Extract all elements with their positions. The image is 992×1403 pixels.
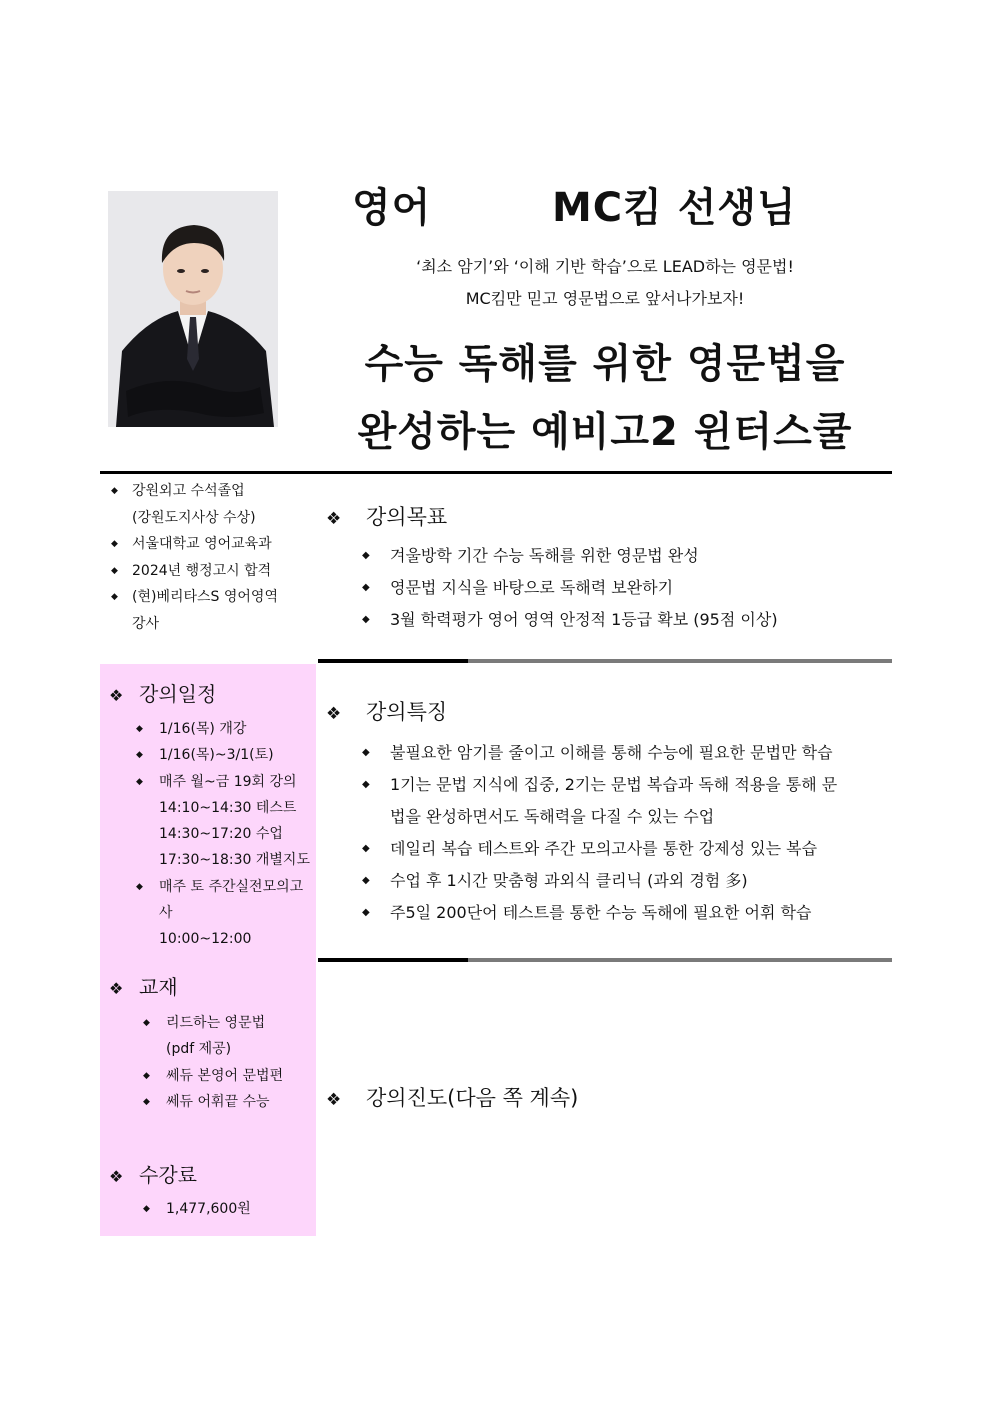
- list-item: ◆ 불필요한 암기를 줄이고 이해를 통해 수능에 필요한 문법만 학습: [362, 737, 888, 769]
- goals-heading: ❖ 강의목표: [326, 502, 447, 534]
- ornament-icon: ❖: [109, 686, 124, 705]
- bullet-diamond-icon: ◆: [362, 907, 370, 918]
- list-item: ◆ 1,477,600원: [140, 1196, 310, 1222]
- list-item: 17:30~18:30 개별지도: [159, 852, 310, 869]
- list-item: ◆ 영문법 지식을 바탕으로 독해력 보완하기: [362, 572, 888, 604]
- list-item: 법을 완성하면서도 독해력을 다질 수 있는 수업: [390, 807, 715, 826]
- course-title-line-1: 수능 독해를 위한 영문법을: [364, 341, 846, 387]
- bullet-diamond-icon: ◆: [362, 550, 370, 561]
- bullet-diamond-icon: ◆: [362, 582, 370, 593]
- list-item: ◆ 매주 월~금 19회 강의: [133, 769, 313, 795]
- ornament-icon: ❖: [326, 1090, 342, 1110]
- bullet-diamond-icon: ◆: [143, 1204, 150, 1214]
- list-item: (pdf 제공): [166, 1041, 232, 1058]
- textbook-heading: ❖ 교재: [109, 973, 178, 1003]
- list-item: ◆ 수업 후 1시간 맞춤형 과외식 클리닉 (과외 경험 多): [362, 865, 888, 897]
- bullet-diamond-icon: ◆: [136, 776, 143, 787]
- bullet-diamond-icon: ◆: [362, 843, 370, 854]
- bullet-diamond-icon: ◆: [143, 1070, 150, 1081]
- list-item: 14:10~14:30 테스트: [159, 799, 297, 816]
- top-divider: [100, 471, 892, 474]
- info-sidebar: [100, 664, 316, 1236]
- course-title-line-2: 완성하는 예비고2 윈터스쿨: [357, 409, 853, 455]
- bullet-diamond-icon: ◆: [362, 747, 370, 758]
- section-divider-2: [318, 958, 892, 962]
- bullet-diamond-icon: ◆: [143, 1096, 150, 1107]
- schedule-heading: ❖ 강의일정: [109, 680, 216, 710]
- bullet-diamond-icon: ◆: [362, 614, 370, 625]
- profile-item: ◆ (현)베리타스S 영어영역: [108, 584, 313, 611]
- schedule-list: [133, 716, 313, 953]
- bullet-diamond-icon: ◆: [143, 1018, 150, 1028]
- bullet-diamond-icon: ◆: [136, 881, 143, 892]
- profile-item: 강사: [132, 615, 160, 632]
- features-heading: ❖ 강의특징: [326, 697, 447, 729]
- bullet-diamond-icon: ◆: [136, 750, 143, 761]
- list-item: ◆ 리드하는 영문법: [140, 1010, 310, 1036]
- profile-item: ◆ 강원외고 수석졸업: [108, 478, 313, 505]
- list-item: ◆ 1/16(목) 개강: [133, 716, 313, 742]
- bullet-diamond-icon: ◆: [111, 565, 118, 576]
- goals-list: [362, 540, 888, 636]
- teacher-portrait-image: [108, 191, 278, 427]
- subject-title: 영어: [352, 185, 432, 231]
- list-item: ◆ 겨울방학 기간 수능 독해를 위한 영문법 완성: [362, 540, 888, 572]
- list-item: ◆ 데일리 복습 테스트와 주간 모의고사를 통한 강제성 있는 복습: [362, 833, 888, 865]
- teacher-photo: [108, 191, 278, 427]
- list-item: ◆ 1/16(목)~3/1(토): [133, 742, 313, 768]
- list-item: ◆ 매주 토 주간실전모의고사: [133, 874, 313, 927]
- ornament-icon: ❖: [326, 509, 342, 529]
- list-item: 14:30~17:20 수업: [159, 826, 283, 843]
- list-item: ◆ 3월 학력평가 영어 영역 안정적 1등급 확보 (95점 이상): [362, 604, 888, 636]
- list-item: ◆ 1기는 문법 지식에 집중, 2기는 문법 복습과 독해 적용을 통해 문: [362, 769, 888, 801]
- bullet-diamond-icon: ◆: [111, 592, 118, 602]
- ornament-icon: ❖: [109, 979, 124, 998]
- profile-item: ◆ 2024년 행정고시 합격: [108, 558, 313, 585]
- tuition-heading: ❖ 수강료: [109, 1161, 197, 1191]
- list-item: ◆ 쎄듀 어휘끝 수능: [140, 1089, 310, 1115]
- list-item: 10:00~12:00: [159, 931, 252, 948]
- teacher-name: MC킴 선생님: [552, 185, 797, 231]
- tagline-2: MC킴만 믿고 영문법으로 앞서나가보자!: [465, 289, 745, 308]
- profile-item: (강원도지사상 수상): [132, 509, 256, 526]
- bullet-diamond-icon: ◆: [111, 539, 118, 549]
- ornament-icon: ❖: [326, 704, 342, 724]
- list-item: ◆ 쎄듀 본영어 문법편: [140, 1063, 310, 1089]
- textbook-list: [140, 1010, 310, 1115]
- features-list: [362, 737, 888, 929]
- bullet-diamond-icon: ◆: [111, 486, 118, 496]
- section-divider-1: [318, 659, 892, 663]
- ornament-icon: ❖: [109, 1167, 124, 1186]
- tagline-1: ‘최소 암기’와 ‘이해 기반 학습’으로 LEAD하는 영문법!: [416, 257, 794, 276]
- teacher-profile-list: [108, 478, 313, 637]
- bullet-diamond-icon: ◆: [362, 875, 370, 886]
- profile-item: ◆ 서울대학교 영어교육과: [108, 531, 313, 558]
- tuition-list: [140, 1196, 310, 1222]
- bullet-diamond-icon: ◆: [136, 724, 143, 734]
- progress-heading: ❖ 강의진도(다음 쪽 계속): [326, 1083, 578, 1115]
- list-item: ◆ 주5일 200단어 테스트를 통한 수능 독해에 필요한 어휘 학습: [362, 897, 888, 929]
- bullet-diamond-icon: ◆: [362, 779, 370, 790]
